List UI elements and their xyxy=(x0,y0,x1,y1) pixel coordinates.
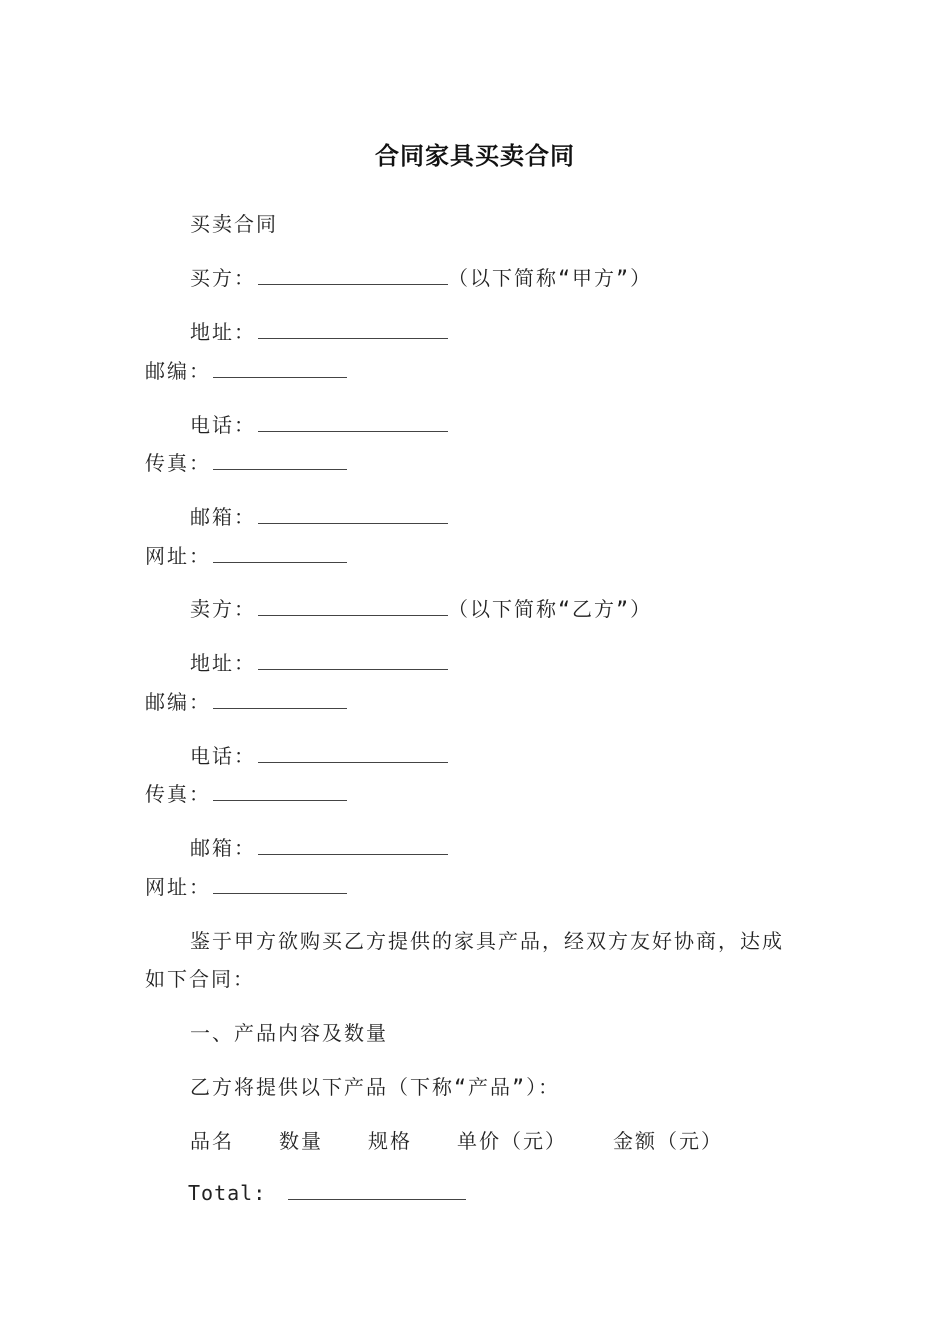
buyer-postcode-blank xyxy=(213,357,347,378)
subtitle: 买卖合同 xyxy=(190,212,278,236)
buyer-website-line xyxy=(145,540,347,569)
seller-website-blank xyxy=(213,873,347,894)
seller-line xyxy=(190,593,652,622)
seller-email-label: 邮箱： xyxy=(190,836,256,860)
buyer-phone-blank xyxy=(258,411,448,432)
buyer-postcode-label: 邮编： xyxy=(145,359,211,383)
total-line xyxy=(188,1179,466,1205)
buyer-address-blank xyxy=(258,318,448,339)
seller-phone-label: 电话： xyxy=(190,744,256,768)
buyer-fax-label: 传真： xyxy=(145,451,211,475)
seller-address-line xyxy=(190,647,448,676)
buyer-email-label: 邮箱： xyxy=(190,505,256,529)
buyer-email-line xyxy=(190,501,448,530)
column-product-name: 品名 xyxy=(190,1129,234,1153)
buyer-postcode-line xyxy=(145,355,347,384)
column-unit-price: 单价（元） xyxy=(457,1129,567,1153)
seller-fax-blank xyxy=(213,780,347,801)
seller-label: 卖方： xyxy=(190,597,256,621)
total-blank xyxy=(288,1179,466,1200)
seller-address-blank xyxy=(258,649,448,670)
buyer-address-line xyxy=(190,316,448,345)
buyer-email-blank xyxy=(258,503,448,524)
buyer-line xyxy=(190,262,652,291)
seller-fax-line xyxy=(145,778,347,807)
seller-website-label: 网址： xyxy=(145,875,211,899)
section-text: 乙方将提供以下产品（下称“产品”）： xyxy=(190,1075,561,1099)
column-spec: 规格 xyxy=(368,1129,412,1153)
buyer-phone-label: 电话： xyxy=(190,413,256,437)
seller-postcode-blank xyxy=(213,688,347,709)
seller-postcode-line xyxy=(145,686,347,715)
buyer-website-blank xyxy=(213,542,347,563)
intro-line-1: 鉴于甲方欲购买乙方提供的家具产品，经双方友好协商，达成 xyxy=(190,929,784,953)
intro-line-2: 如下合同： xyxy=(145,967,255,991)
page-title: 合同家具买卖合同 xyxy=(375,142,575,170)
buyer-phone-line xyxy=(190,409,448,438)
buyer-fax-blank xyxy=(213,449,347,470)
seller-address-label: 地址： xyxy=(190,651,256,675)
column-quantity: 数量 xyxy=(279,1129,323,1153)
buyer-label: 买方： xyxy=(190,266,256,290)
buyer-suffix: （以下简称“甲方”） xyxy=(448,266,653,290)
seller-email-line xyxy=(190,832,448,861)
buyer-address-label: 地址： xyxy=(190,320,256,344)
seller-phone-line xyxy=(190,740,448,769)
buyer-fax-line xyxy=(145,447,347,476)
seller-website-line xyxy=(145,871,347,900)
seller-phone-blank xyxy=(258,742,448,763)
buyer-website-label: 网址： xyxy=(145,544,211,568)
seller-postcode-label: 邮编： xyxy=(145,690,211,714)
buyer-name-blank xyxy=(258,264,448,285)
seller-fax-label: 传真： xyxy=(145,782,211,806)
column-amount: 金额（元） xyxy=(613,1129,723,1153)
total-label: Total: xyxy=(188,1181,267,1205)
seller-email-blank xyxy=(258,834,448,855)
seller-suffix: （以下简称“乙方”） xyxy=(448,597,653,621)
seller-name-blank xyxy=(258,595,448,616)
section-heading: 一、产品内容及数量 xyxy=(190,1021,388,1045)
